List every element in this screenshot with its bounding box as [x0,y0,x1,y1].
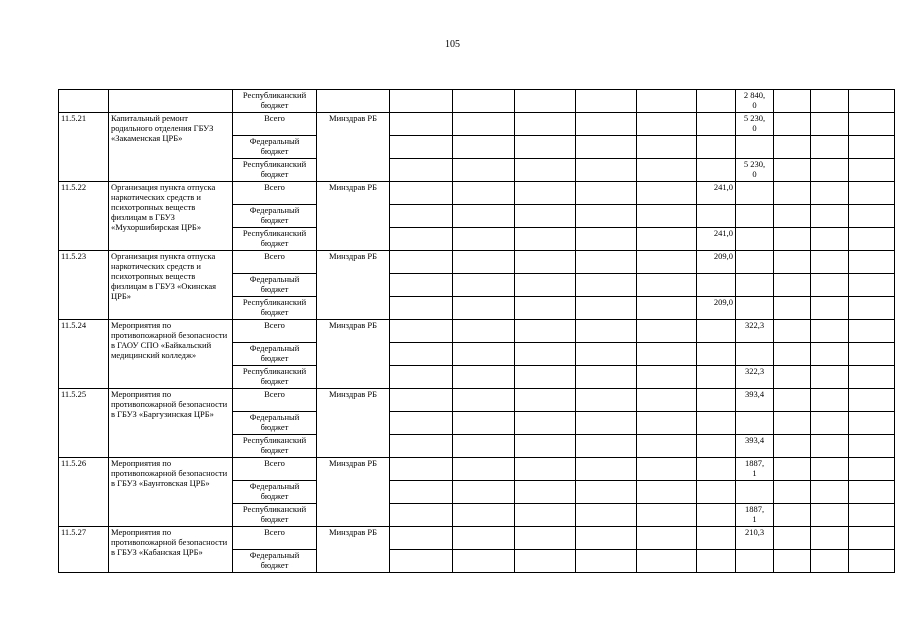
value-cell [849,389,895,412]
value-cell [774,274,811,297]
table-row [59,389,895,412]
funding-source-cell: Всего [233,113,317,136]
table-row [59,251,895,274]
value-cell: 5 230, 0 [736,113,774,136]
value-cell: 393,4 [736,435,774,458]
value-cell [811,205,849,228]
value-cell [390,412,453,435]
value-cell [811,182,849,205]
value-cell [515,205,576,228]
value-cell [811,136,849,159]
funding-source-cell: Всего [233,389,317,412]
value-cell [811,435,849,458]
value-cell [697,504,736,527]
value-cell [736,228,774,251]
value-cell [453,504,515,527]
value-cell [637,481,697,504]
executor-cell: Минздрав РБ [317,389,390,458]
value-cell [736,481,774,504]
value-cell [515,251,576,274]
value-cell [515,113,576,136]
value-cell [453,458,515,481]
value-cell [774,435,811,458]
value-cell [736,136,774,159]
value-cell [576,366,637,389]
funding-source-cell: Республиканский бюджет [233,504,317,527]
value-cell [576,251,637,274]
value-cell [697,435,736,458]
value-cell [515,389,576,412]
measure-name-cell: Организация пункта отпуска наркотических средств и психотропных веществ физлицам в ГБУЗ «Мухоршибирская ЦРБ» [109,182,233,251]
value-cell [774,297,811,320]
value-cell [697,90,736,113]
value-cell [453,159,515,182]
executor-cell: Минздрав РБ [317,113,390,182]
value-cell [849,182,895,205]
value-cell [811,527,849,550]
value-cell [515,366,576,389]
value-cell [390,343,453,366]
value-cell [453,113,515,136]
value-cell [637,251,697,274]
value-cell [576,389,637,412]
value-cell [576,527,637,550]
value-cell [637,527,697,550]
value-cell [849,527,895,550]
value-cell [697,481,736,504]
value-cell [453,297,515,320]
value-cell [576,205,637,228]
value-cell [697,550,736,573]
measure-name-cell: Мероприятия по противопожарной безопасности в ГБУЗ «Баргузинская ЦРБ» [109,389,233,458]
value-cell [774,389,811,412]
budget-table [58,89,895,573]
value-cell [576,481,637,504]
value-cell [774,320,811,343]
value-cell [637,274,697,297]
value-cell [453,205,515,228]
value-cell [811,113,849,136]
value-cell [390,481,453,504]
value-cell [774,412,811,435]
measure-name-cell: Мероприятия по противопожарной безопасности в ГБУЗ «Кабанская ЦРБ» [109,527,233,573]
value-cell [515,228,576,251]
value-cell: 210,3 [736,527,774,550]
value-cell [576,274,637,297]
measure-name-cell [109,90,233,113]
value-cell [637,504,697,527]
value-cell [811,550,849,573]
measure-name-cell: Мероприятия по противопожарной безопасности в ГАОУ СПО «Байкальский медицинский колледж» [109,320,233,389]
funding-source-cell: Федеральный бюджет [233,136,317,159]
value-cell [576,504,637,527]
value-cell [453,435,515,458]
value-cell [637,90,697,113]
value-cell [453,481,515,504]
value-cell [811,481,849,504]
value-cell: 322,3 [736,320,774,343]
value-cell [576,458,637,481]
value-cell [697,274,736,297]
value-cell [390,159,453,182]
value-cell [697,136,736,159]
value-cell [849,136,895,159]
value-cell [576,435,637,458]
value-cell [390,297,453,320]
value-cell [849,366,895,389]
funding-source-cell: Федеральный бюджет [233,550,317,573]
value-cell [637,389,697,412]
value-cell [811,412,849,435]
value-cell [637,297,697,320]
value-cell [576,159,637,182]
value-cell [576,136,637,159]
value-cell [811,159,849,182]
value-cell [515,550,576,573]
value-cell [390,366,453,389]
value-cell [576,297,637,320]
value-cell: 209,0 [697,297,736,320]
value-cell [390,113,453,136]
value-cell [390,136,453,159]
table-row [59,527,895,550]
value-cell [697,320,736,343]
value-cell [576,550,637,573]
funding-source-cell: Всего [233,320,317,343]
value-cell [774,159,811,182]
value-cell [515,504,576,527]
value-cell [637,228,697,251]
value-cell [390,458,453,481]
funding-source-cell: Республиканский бюджет [233,90,317,113]
value-cell [453,320,515,343]
value-cell [576,182,637,205]
value-cell [774,366,811,389]
value-cell [390,320,453,343]
value-cell [774,136,811,159]
value-cell [390,274,453,297]
value-cell [774,205,811,228]
measure-code-cell: 11.5.25 [59,389,109,458]
value-cell [637,205,697,228]
value-cell: 1887, 1 [736,504,774,527]
value-cell [849,90,895,113]
value-cell [576,343,637,366]
funding-source-cell: Республиканский бюджет [233,435,317,458]
value-cell: 322,3 [736,366,774,389]
value-cell [576,113,637,136]
value-cell [811,90,849,113]
value-cell [637,412,697,435]
measure-name-cell: Организация пункта отпуска наркотических средств и психотропных веществ физлицам в ГБУЗ «Окинская ЦРБ» [109,251,233,320]
value-cell [697,527,736,550]
value-cell [515,527,576,550]
value-cell [774,481,811,504]
value-cell [736,274,774,297]
value-cell [849,320,895,343]
value-cell [515,343,576,366]
funding-source-cell: Республиканский бюджет [233,228,317,251]
measure-code-cell: 11.5.24 [59,320,109,389]
value-cell [515,159,576,182]
funding-source-cell: Федеральный бюджет [233,205,317,228]
funding-source-cell: Республиканский бюджет [233,366,317,389]
value-cell [774,251,811,274]
value-cell: 1887, 1 [736,458,774,481]
value-cell [390,90,453,113]
value-cell [811,389,849,412]
value-cell [515,274,576,297]
value-cell [390,228,453,251]
executor-cell [317,90,390,113]
executor-cell: Минздрав РБ [317,527,390,573]
value-cell [453,550,515,573]
value-cell [774,182,811,205]
value-cell [697,159,736,182]
table-row [59,113,895,136]
value-cell [637,136,697,159]
value-cell [515,435,576,458]
measure-name-cell: Капитальный ремонт родильного отделения ГБУЗ «Закаменская ЦРБ» [109,113,233,182]
value-cell [515,458,576,481]
executor-cell: Минздрав РБ [317,320,390,389]
value-cell [390,550,453,573]
value-cell [637,320,697,343]
measure-code-cell: 11.5.22 [59,182,109,251]
value-cell [576,228,637,251]
funding-source-cell: Федеральный бюджет [233,412,317,435]
value-cell [849,251,895,274]
value-cell [390,504,453,527]
value-cell [849,458,895,481]
value-cell [453,90,515,113]
measure-code-cell: 11.5.27 [59,527,109,573]
value-cell [637,113,697,136]
value-cell: 241,0 [697,182,736,205]
value-cell: 241,0 [697,228,736,251]
value-cell [390,389,453,412]
value-cell: 393,4 [736,389,774,412]
value-cell [390,251,453,274]
value-cell [697,366,736,389]
value-cell [453,274,515,297]
value-cell [774,527,811,550]
table-row [59,320,895,343]
value-cell [849,228,895,251]
value-cell [849,297,895,320]
value-cell [453,182,515,205]
measure-code-cell [59,90,109,113]
value-cell [811,458,849,481]
value-cell [774,550,811,573]
value-cell [697,412,736,435]
value-cell [849,412,895,435]
value-cell [390,435,453,458]
value-cell [453,343,515,366]
value-cell [637,182,697,205]
value-cell [697,389,736,412]
measure-name-cell: Мероприятия по противопожарной безопасности в ГБУЗ «Баунтовская ЦРБ» [109,458,233,527]
value-cell [849,481,895,504]
value-cell [736,251,774,274]
value-cell [453,527,515,550]
value-cell [774,504,811,527]
value-cell [849,274,895,297]
value-cell [736,182,774,205]
value-cell [774,458,811,481]
executor-cell: Минздрав РБ [317,458,390,527]
value-cell [849,159,895,182]
value-cell [736,343,774,366]
funding-source-cell: Федеральный бюджет [233,481,317,504]
value-cell [515,297,576,320]
value-cell [736,550,774,573]
value-cell [849,435,895,458]
value-cell [736,297,774,320]
executor-cell: Минздрав РБ [317,182,390,251]
page-number: 105 [445,39,460,50]
value-cell [849,343,895,366]
value-cell [637,343,697,366]
value-cell [453,366,515,389]
funding-source-cell: Всего [233,251,317,274]
measure-code-cell: 11.5.21 [59,113,109,182]
executor-cell: Минздрав РБ [317,251,390,320]
value-cell [637,366,697,389]
value-cell [736,412,774,435]
value-cell [453,136,515,159]
value-cell [811,320,849,343]
value-cell [453,228,515,251]
measure-code-cell: 11.5.26 [59,458,109,527]
value-cell [811,366,849,389]
table-row [59,182,895,205]
value-cell [811,274,849,297]
funding-source-cell: Республиканский бюджет [233,297,317,320]
value-cell [774,228,811,251]
funding-source-cell: Федеральный бюджет [233,343,317,366]
value-cell [736,205,774,228]
value-cell [774,113,811,136]
value-cell: 2 840, 0 [736,90,774,113]
value-cell [515,320,576,343]
value-cell [453,412,515,435]
value-cell [811,297,849,320]
funding-source-cell: Всего [233,458,317,481]
value-cell [849,113,895,136]
value-cell [637,458,697,481]
value-cell [637,550,697,573]
value-cell [576,90,637,113]
value-cell [811,504,849,527]
value-cell [576,320,637,343]
value-cell [849,205,895,228]
table-row [59,90,895,113]
value-cell [453,251,515,274]
value-cell [697,113,736,136]
value-cell [849,504,895,527]
value-cell [811,343,849,366]
value-cell: 5 230, 0 [736,159,774,182]
value-cell [390,527,453,550]
table-row [59,458,895,481]
value-cell [515,136,576,159]
value-cell [515,412,576,435]
value-cell [697,458,736,481]
value-cell [390,182,453,205]
value-cell: 209,0 [697,251,736,274]
value-cell [637,435,697,458]
value-cell [811,228,849,251]
value-cell [453,389,515,412]
value-cell [515,90,576,113]
funding-source-cell: Республиканский бюджет [233,159,317,182]
value-cell [811,251,849,274]
value-cell [515,182,576,205]
value-cell [637,159,697,182]
value-cell [774,343,811,366]
measure-code-cell: 11.5.23 [59,251,109,320]
value-cell [697,343,736,366]
value-cell [576,412,637,435]
funding-source-cell: Федеральный бюджет [233,274,317,297]
value-cell [515,481,576,504]
funding-source-cell: Всего [233,527,317,550]
value-cell [390,205,453,228]
value-cell [697,205,736,228]
value-cell [849,550,895,573]
value-cell [774,90,811,113]
funding-source-cell: Всего [233,182,317,205]
